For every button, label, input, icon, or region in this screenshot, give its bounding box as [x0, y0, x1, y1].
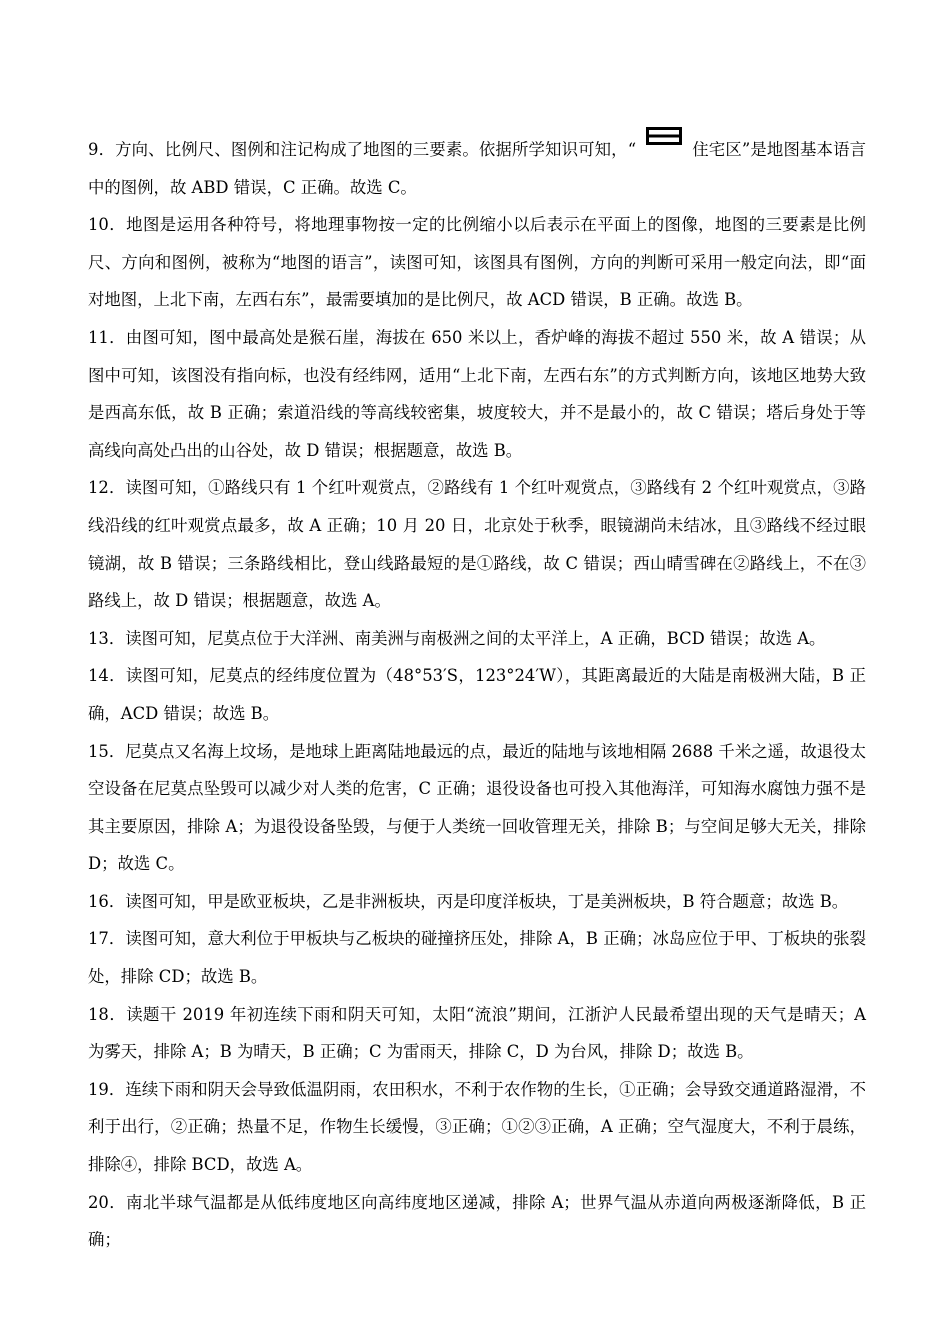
paragraph-q14: 14．读图可知，尼莫点的经纬度位置为（48°53′S，123°24′W），其距离最近的大陆是南极洲大陆，B 正确，ACD 错误；故选 B。: [88, 666, 866, 723]
answer-explanations: [88, 131, 866, 1259]
paragraph-q20: 20．南北半球气温都是从低纬度地区向高纬度地区递减，排除 A；世界气温从赤道向两极逐渐降低，B 正确；: [88, 1192, 866, 1250]
paragraph-q13: 13．读图可知，尼莫点位于大洋洲、南美洲与南极洲之间的太平洋上，A 正确，BCD 错误；故选 A。: [88, 628, 826, 648]
q9-text-after-icon: 住宅区”是地图基本语言中的图例，故 ABD 错误，C 正确。故选 C。: [88, 140, 866, 197]
q9-text-before-icon: 9．方向、比例尺、图例和注记构成了地图的三要素。依据所学知识可知，“: [88, 140, 637, 159]
paragraph-q10: 10．地图是运用各种符号，将地理事物按一定的比例缩小以后表示在平面上的图像，地图的三要素是比例尺、方向和图例，被称为“地图的语言”，读图可知，该图具有图例，方向的判断可采用一般定向法，即“面对地图，上北下南，左西右东”，最需要填加的是比例尺，故 ACD 错误，B 正确。故选 B。: [88, 215, 866, 310]
residential-area-legend-icon: [646, 127, 682, 145]
paragraph-q12: 12．读图可知，①路线只有 1 个红叶观赏点，②路线有 1 个红叶观赏点，③路线有 2 个红叶观赏点，③路线沿线的红叶观赏点最多，故 A 正确；10 月 20 日，北京处于秋季，眼镜湖尚未结冰，且③路线不经过眼镜湖，故 B 错误；三条路线相比，登山线路最短的是①路线，故 C 错误；西山晴雪碑在②路线上，不在③路线上，故 D 错误；根据题意，故选 A。: [88, 478, 866, 611]
paragraph-q18: 18．读题干 2019 年初连续下雨和阴天可知，太阳“流浪”期间，江浙沪人民最希望出现的天气是晴天；A 为雾天，排除 A；B 为晴天，B 正确；C 为雷雨天，排除 C，D 为台风，排除 D；故选 B。: [88, 1004, 866, 1062]
paragraph-q19: 19．连续下雨和阴天会导致低温阴雨，农田积水，不利于农作物的生长，①正确；会导致交通道路湿滑，不利于出行，②正确；热量不足，作物生长缓慢，③正确；①②③正确，A 正确；空气湿度大，不利于晨练，排除④，排除 BCD，故选 A。: [88, 1079, 866, 1175]
paragraph-q11: 11．由图可知，图中最高处是猴石崖，海拔在 650 米以上，香炉峰的海拔不超过 550 米，故 A 错误；从图中可知，该图没有指向标，也没有经纬网，适用“上北下南，左西右东”的方式判断方向，该地区地势大致是西高东低，故 B 正确；索道沿线的等高线较密集，坡度较大，并不是最小的，故 C 错误；塔后身处于等高线向高处凸出的山谷处，故 D 错误；根据题意，故选 B。: [88, 327, 866, 460]
paragraph-q9: [88, 131, 866, 206]
paragraph-q17: 17．读图可知，意大利位于甲板块与乙板块的碰撞挤压处，排除 A，B 正确；冰岛应位于甲、丁板块的张裂处，排除 CD；故选 B。: [88, 929, 866, 987]
paragraph-q16: 16．读图可知，甲是欧亚板块，乙是非洲板块，丙是印度洋板块，丁是美洲板块，B 符合题意；故选 B。: [88, 891, 849, 911]
paragraph-q15: 15．尼莫点又名海上坟场，是地球上距离陆地最远的点，最近的陆地与该地相隔 2688 千米之遥，故退役太空设备在尼莫点坠毁可以减少对人类的危害，C 正确；退役设备也可投入其他海洋，可知海水腐蚀力强不是其主要原因，排除 A；为退役设备坠毁，与便于人类统一回收管理无关，排除 B；与空间足够大无关，排除 D；故选 C。: [88, 741, 866, 874]
